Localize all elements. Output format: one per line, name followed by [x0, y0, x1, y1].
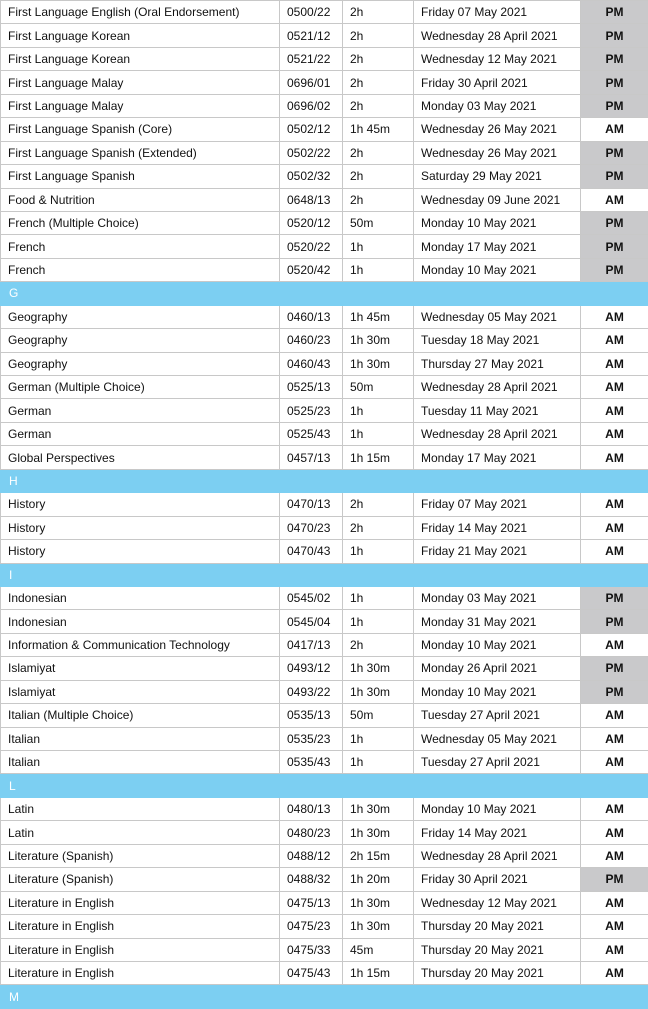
- date-cell: Friday 30 April 2021: [414, 71, 581, 94]
- table-row: [1, 610, 648, 633]
- date-cell: Friday 14 May 2021: [414, 821, 581, 844]
- subject-cell: German (Multiple Choice): [1, 376, 280, 399]
- subject-cell: History: [1, 516, 280, 539]
- code-cell: 0475/23: [280, 915, 343, 938]
- code-cell: 0470/43: [280, 540, 343, 563]
- subject-cell: Literature in English: [1, 938, 280, 961]
- table-row: [1, 352, 648, 375]
- code-cell: 0493/22: [280, 680, 343, 703]
- session-cell: PM: [581, 141, 648, 164]
- duration-cell: 50m: [343, 704, 414, 727]
- code-cell: 0521/22: [280, 47, 343, 70]
- code-cell: 0525/13: [280, 376, 343, 399]
- table-row: [1, 188, 648, 211]
- session-cell: AM: [581, 188, 648, 211]
- subject-cell: Islamiyat: [1, 680, 280, 703]
- session-cell: PM: [581, 24, 648, 47]
- subject-cell: Literature (Spanish): [1, 844, 280, 867]
- date-cell: Wednesday 12 May 2021: [414, 47, 581, 70]
- table-row: [1, 1, 648, 24]
- duration-cell: 2h 15m: [343, 844, 414, 867]
- session-cell: PM: [581, 657, 648, 680]
- subject-cell: Latin: [1, 821, 280, 844]
- table-row: [1, 844, 648, 867]
- table-row: [1, 165, 648, 188]
- subject-cell: First Language Spanish (Extended): [1, 141, 280, 164]
- subject-cell: First Language Spanish (Core): [1, 118, 280, 141]
- date-cell: Monday 10 May 2021: [414, 680, 581, 703]
- subject-cell: Geography: [1, 352, 280, 375]
- duration-cell: 2h: [343, 71, 414, 94]
- subject-cell: Latin: [1, 797, 280, 820]
- code-cell: 0502/12: [280, 118, 343, 141]
- subject-cell: History: [1, 493, 280, 516]
- duration-cell: 1h 30m: [343, 821, 414, 844]
- table-row: [1, 633, 648, 656]
- date-cell: Tuesday 11 May 2021: [414, 399, 581, 422]
- subject-cell: Geography: [1, 329, 280, 352]
- table-row: [1, 821, 648, 844]
- session-cell: AM: [581, 305, 648, 328]
- session-cell: AM: [581, 516, 648, 539]
- code-cell: 0520/22: [280, 235, 343, 258]
- table-row: [1, 94, 648, 117]
- duration-cell: 1h: [343, 727, 414, 750]
- table-row: [1, 258, 648, 281]
- letter-header-row: [1, 774, 648, 797]
- date-cell: Friday 14 May 2021: [414, 516, 581, 539]
- session-cell: AM: [581, 540, 648, 563]
- subject-cell: French: [1, 235, 280, 258]
- date-cell: Wednesday 28 April 2021: [414, 24, 581, 47]
- code-cell: 0460/23: [280, 329, 343, 352]
- code-cell: 0520/12: [280, 211, 343, 234]
- table-row: [1, 305, 648, 328]
- subject-cell: Literature in English: [1, 915, 280, 938]
- duration-cell: 1h 30m: [343, 329, 414, 352]
- table-row: [1, 751, 648, 774]
- table-row: [1, 540, 648, 563]
- table-row: [1, 727, 648, 750]
- date-cell: Thursday 27 May 2021: [414, 352, 581, 375]
- subject-cell: Indonesian: [1, 610, 280, 633]
- code-cell: 0525/43: [280, 422, 343, 445]
- table-row: [1, 586, 648, 609]
- duration-cell: 1h 15m: [343, 961, 414, 984]
- duration-cell: 1h 30m: [343, 915, 414, 938]
- date-cell: Monday 26 April 2021: [414, 657, 581, 680]
- session-cell: AM: [581, 915, 648, 938]
- session-cell: PM: [581, 680, 648, 703]
- session-cell: PM: [581, 211, 648, 234]
- subject-cell: Global Perspectives: [1, 446, 280, 469]
- table-row: [1, 915, 648, 938]
- duration-cell: 1h 45m: [343, 118, 414, 141]
- date-cell: Tuesday 18 May 2021: [414, 329, 581, 352]
- subject-cell: History: [1, 540, 280, 563]
- date-cell: Wednesday 28 April 2021: [414, 844, 581, 867]
- table-row: [1, 118, 648, 141]
- subject-cell: French (Multiple Choice): [1, 211, 280, 234]
- date-cell: Thursday 20 May 2021: [414, 961, 581, 984]
- table-row: [1, 422, 648, 445]
- code-cell: 0488/32: [280, 868, 343, 891]
- date-cell: Wednesday 28 April 2021: [414, 376, 581, 399]
- code-cell: 0480/13: [280, 797, 343, 820]
- code-cell: 0535/13: [280, 704, 343, 727]
- session-cell: AM: [581, 118, 648, 141]
- session-cell: PM: [581, 258, 648, 281]
- code-cell: 0525/23: [280, 399, 343, 422]
- session-cell: PM: [581, 47, 648, 70]
- duration-cell: 1h: [343, 235, 414, 258]
- table-row: [1, 24, 648, 47]
- session-cell: AM: [581, 422, 648, 445]
- letter-heading: G: [1, 282, 648, 305]
- session-cell: AM: [581, 352, 648, 375]
- subject-cell: Information & Communication Technology: [1, 633, 280, 656]
- session-cell: AM: [581, 376, 648, 399]
- session-cell: PM: [581, 94, 648, 117]
- date-cell: Tuesday 27 April 2021: [414, 751, 581, 774]
- duration-cell: 50m: [343, 211, 414, 234]
- duration-cell: 2h: [343, 1, 414, 24]
- date-cell: Monday 10 May 2021: [414, 258, 581, 281]
- duration-cell: 1h: [343, 540, 414, 563]
- code-cell: 0470/23: [280, 516, 343, 539]
- letter-header-row: [1, 282, 648, 305]
- code-cell: 0502/22: [280, 141, 343, 164]
- code-cell: 0475/33: [280, 938, 343, 961]
- duration-cell: 1h 45m: [343, 305, 414, 328]
- date-cell: Wednesday 26 May 2021: [414, 141, 581, 164]
- code-cell: 0500/22: [280, 1, 343, 24]
- subject-cell: Italian: [1, 751, 280, 774]
- date-cell: Friday 07 May 2021: [414, 493, 581, 516]
- duration-cell: 1h 30m: [343, 680, 414, 703]
- letter-heading: H: [1, 469, 648, 492]
- session-cell: AM: [581, 938, 648, 961]
- subject-cell: Italian: [1, 727, 280, 750]
- duration-cell: 2h: [343, 493, 414, 516]
- code-cell: 0521/12: [280, 24, 343, 47]
- duration-cell: 2h: [343, 188, 414, 211]
- letter-heading: I: [1, 563, 648, 586]
- duration-cell: 2h: [343, 47, 414, 70]
- table-row: [1, 71, 648, 94]
- code-cell: 0520/42: [280, 258, 343, 281]
- code-cell: 0545/02: [280, 586, 343, 609]
- table-row: [1, 141, 648, 164]
- session-cell: AM: [581, 493, 648, 516]
- duration-cell: 1h 30m: [343, 797, 414, 820]
- duration-cell: 1h: [343, 422, 414, 445]
- duration-cell: 1h: [343, 258, 414, 281]
- code-cell: 0696/01: [280, 71, 343, 94]
- session-cell: PM: [581, 1, 648, 24]
- subject-cell: Literature in English: [1, 961, 280, 984]
- code-cell: 0457/13: [280, 446, 343, 469]
- subject-cell: First Language Malay: [1, 71, 280, 94]
- code-cell: 0545/04: [280, 610, 343, 633]
- date-cell: Monday 10 May 2021: [414, 211, 581, 234]
- table-row: [1, 938, 648, 961]
- session-cell: AM: [581, 844, 648, 867]
- duration-cell: 45m: [343, 938, 414, 961]
- letter-heading: M: [1, 985, 648, 1008]
- date-cell: Tuesday 27 April 2021: [414, 704, 581, 727]
- code-cell: 0475/13: [280, 891, 343, 914]
- letter-header-row: [1, 563, 648, 586]
- table-row: [1, 657, 648, 680]
- date-cell: Monday 10 May 2021: [414, 797, 581, 820]
- letter-header-row: [1, 469, 648, 492]
- subject-cell: First Language English (Oral Endorsement): [1, 1, 280, 24]
- table-row: [1, 235, 648, 258]
- subject-cell: First Language Korean: [1, 24, 280, 47]
- subject-cell: Literature in English: [1, 891, 280, 914]
- subject-cell: French: [1, 258, 280, 281]
- code-cell: 0470/13: [280, 493, 343, 516]
- date-cell: Wednesday 28 April 2021: [414, 422, 581, 445]
- subject-cell: German: [1, 399, 280, 422]
- date-cell: Wednesday 09 June 2021: [414, 188, 581, 211]
- subject-cell: Italian (Multiple Choice): [1, 704, 280, 727]
- table-row: [1, 376, 648, 399]
- date-cell: Thursday 20 May 2021: [414, 938, 581, 961]
- duration-cell: 1h 30m: [343, 352, 414, 375]
- duration-cell: 2h: [343, 165, 414, 188]
- code-cell: 0696/02: [280, 94, 343, 117]
- date-cell: Monday 03 May 2021: [414, 586, 581, 609]
- session-cell: PM: [581, 71, 648, 94]
- letter-header-row: [1, 985, 648, 1008]
- session-cell: AM: [581, 329, 648, 352]
- table-row: [1, 797, 648, 820]
- table-row: [1, 680, 648, 703]
- subject-cell: Indonesian: [1, 586, 280, 609]
- subject-cell: Literature (Spanish): [1, 868, 280, 891]
- duration-cell: 1h 20m: [343, 868, 414, 891]
- duration-cell: 2h: [343, 633, 414, 656]
- date-cell: Monday 03 May 2021: [414, 94, 581, 117]
- subject-cell: First Language Malay: [1, 94, 280, 117]
- date-cell: Monday 17 May 2021: [414, 235, 581, 258]
- date-cell: Thursday 20 May 2021: [414, 915, 581, 938]
- table-row: [1, 211, 648, 234]
- table-row: [1, 961, 648, 984]
- session-cell: AM: [581, 446, 648, 469]
- subject-cell: Food & Nutrition: [1, 188, 280, 211]
- code-cell: 0488/12: [280, 844, 343, 867]
- date-cell: Monday 10 May 2021: [414, 633, 581, 656]
- table-row: [1, 446, 648, 469]
- code-cell: 0460/43: [280, 352, 343, 375]
- session-cell: AM: [581, 821, 648, 844]
- subject-cell: Geography: [1, 305, 280, 328]
- code-cell: 0480/23: [280, 821, 343, 844]
- date-cell: Wednesday 05 May 2021: [414, 727, 581, 750]
- table-row: [1, 47, 648, 70]
- date-cell: Friday 07 May 2021: [414, 1, 581, 24]
- session-cell: PM: [581, 586, 648, 609]
- duration-cell: 2h: [343, 24, 414, 47]
- date-cell: Wednesday 05 May 2021: [414, 305, 581, 328]
- date-cell: Friday 30 April 2021: [414, 868, 581, 891]
- duration-cell: 1h: [343, 610, 414, 633]
- table-row: [1, 516, 648, 539]
- duration-cell: 1h 15m: [343, 446, 414, 469]
- code-cell: 0535/43: [280, 751, 343, 774]
- subject-cell: Islamiyat: [1, 657, 280, 680]
- date-cell: Monday 31 May 2021: [414, 610, 581, 633]
- date-cell: Friday 21 May 2021: [414, 540, 581, 563]
- duration-cell: 1h: [343, 586, 414, 609]
- date-cell: Monday 17 May 2021: [414, 446, 581, 469]
- session-cell: AM: [581, 751, 648, 774]
- subject-cell: First Language Spanish: [1, 165, 280, 188]
- session-cell: AM: [581, 961, 648, 984]
- code-cell: 0493/12: [280, 657, 343, 680]
- code-cell: 0475/43: [280, 961, 343, 984]
- table-row: [1, 493, 648, 516]
- duration-cell: 1h: [343, 751, 414, 774]
- letter-heading: L: [1, 774, 648, 797]
- date-cell: Wednesday 12 May 2021: [414, 891, 581, 914]
- duration-cell: 1h: [343, 399, 414, 422]
- date-cell: Wednesday 26 May 2021: [414, 118, 581, 141]
- table-row: [1, 399, 648, 422]
- table-row: [1, 329, 648, 352]
- code-cell: 0648/13: [280, 188, 343, 211]
- code-cell: 0460/13: [280, 305, 343, 328]
- table-row: [1, 704, 648, 727]
- code-cell: 0502/32: [280, 165, 343, 188]
- session-cell: PM: [581, 165, 648, 188]
- subject-cell: German: [1, 422, 280, 445]
- session-cell: AM: [581, 727, 648, 750]
- table-row: [1, 868, 648, 891]
- code-cell: 0535/23: [280, 727, 343, 750]
- session-cell: AM: [581, 399, 648, 422]
- session-cell: PM: [581, 868, 648, 891]
- session-cell: AM: [581, 797, 648, 820]
- session-cell: PM: [581, 610, 648, 633]
- code-cell: 0417/13: [280, 633, 343, 656]
- duration-cell: 1h 30m: [343, 657, 414, 680]
- session-cell: AM: [581, 633, 648, 656]
- subject-cell: First Language Korean: [1, 47, 280, 70]
- timetable-body: [1, 1, 648, 1009]
- session-cell: PM: [581, 235, 648, 258]
- session-cell: AM: [581, 891, 648, 914]
- session-cell: AM: [581, 704, 648, 727]
- table-row: [1, 891, 648, 914]
- duration-cell: 2h: [343, 141, 414, 164]
- duration-cell: 2h: [343, 516, 414, 539]
- date-cell: Saturday 29 May 2021: [414, 165, 581, 188]
- duration-cell: 50m: [343, 376, 414, 399]
- duration-cell: 2h: [343, 94, 414, 117]
- duration-cell: 1h 30m: [343, 891, 414, 914]
